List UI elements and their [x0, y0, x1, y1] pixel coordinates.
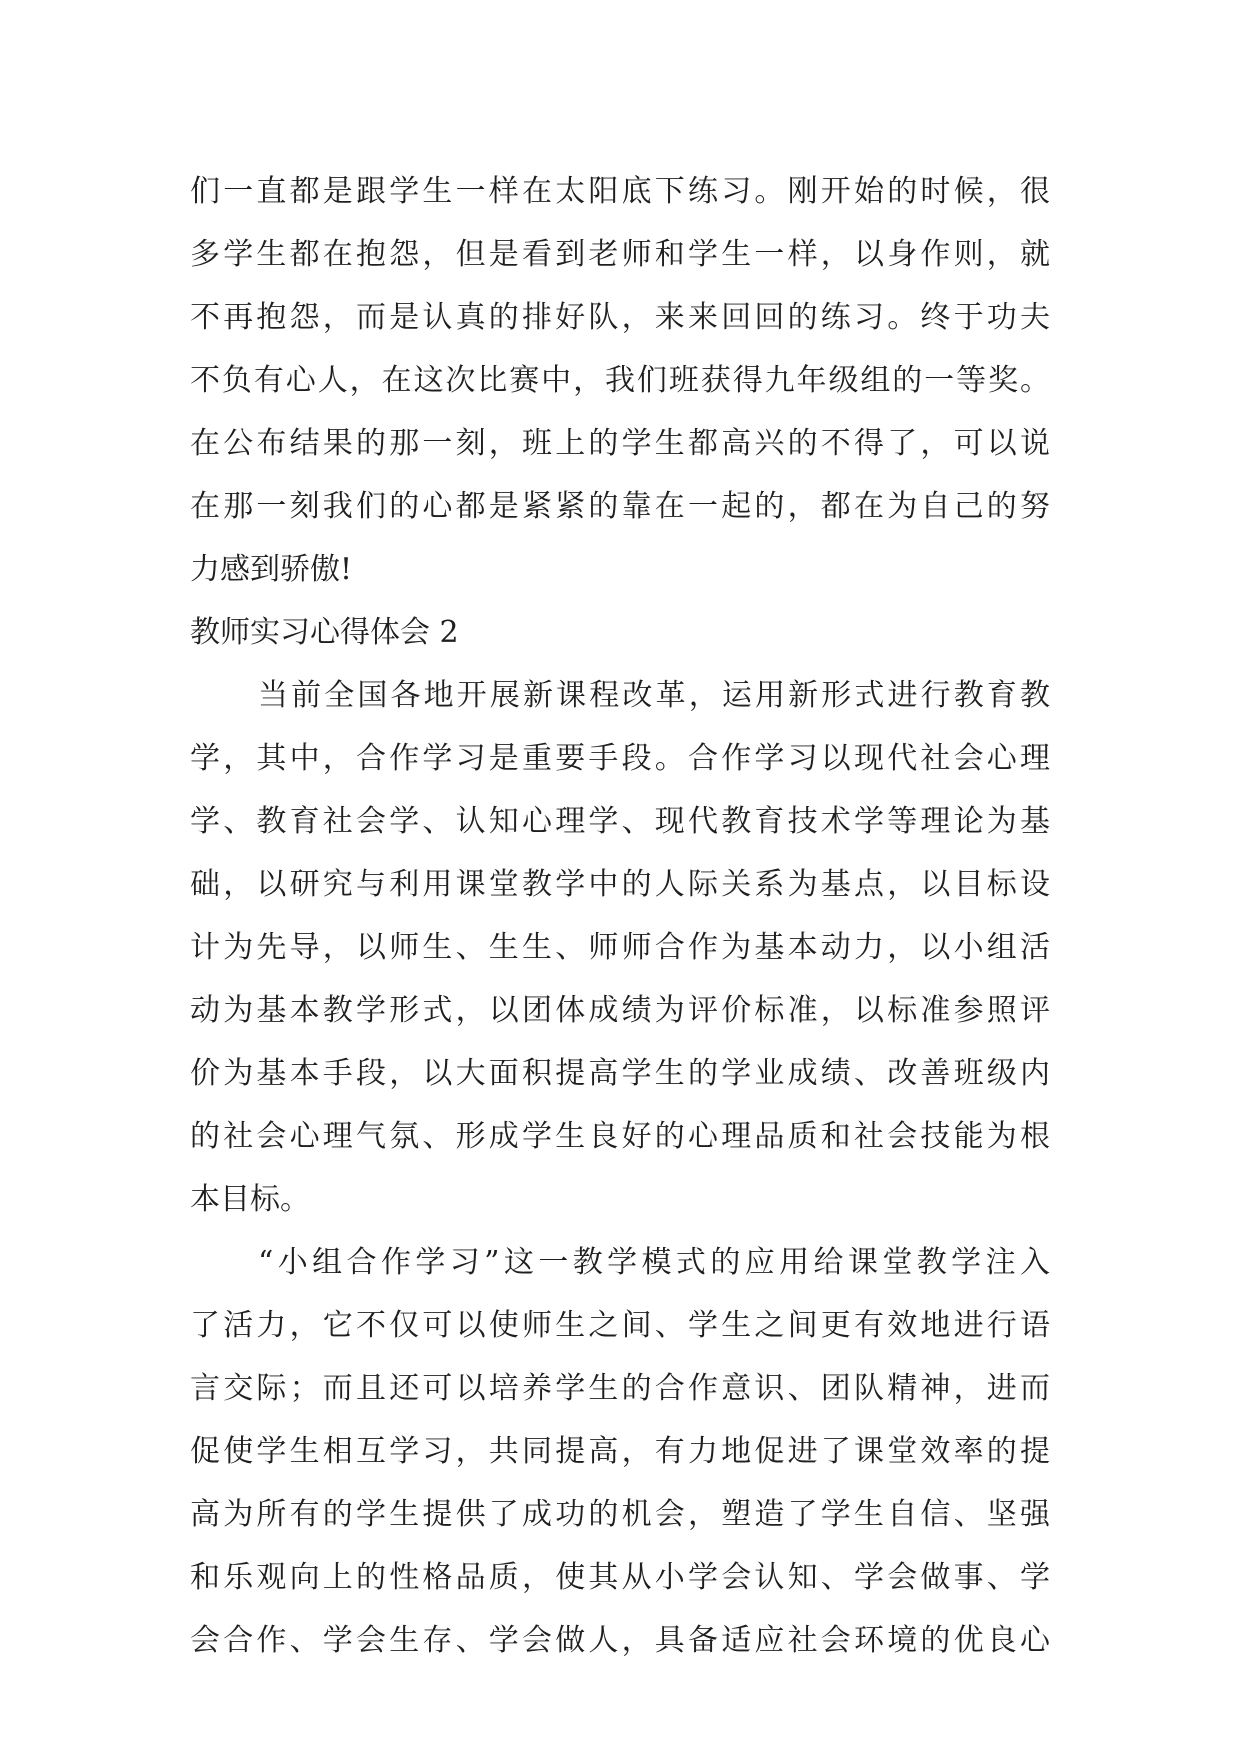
text-line: 不负有心人，在这次比赛中，我们班获得九年级组的一等奖。: [190, 363, 1050, 398]
text-line: 础，以研究与利用课堂教学中的人际关系为基点，以目标设: [190, 867, 1050, 902]
paragraph-1: [190, 160, 1050, 601]
text-line: 本目标。: [190, 1182, 310, 1217]
section-heading: 教师实习心得体会 2: [190, 615, 459, 650]
text-line: 多学生都在抱怨，但是看到老师和学生一样，以身作则，就: [190, 237, 1050, 272]
paragraph-2: [190, 664, 1050, 1231]
text-line: 力感到骄傲!: [190, 552, 353, 587]
text-line: 促使学生相互学习，共同提高，有力地促进了课堂效率的提: [190, 1434, 1050, 1469]
text-line: 计为先导，以师生、生生、师师合作为基本动力，以小组活: [190, 930, 1050, 965]
text-line: 学，其中，合作学习是重要手段。合作学习以现代社会心理: [190, 741, 1050, 776]
text-line: 的社会心理气氛、形成学生良好的心理品质和社会技能为根: [190, 1119, 1050, 1154]
document-body: [190, 160, 1050, 1672]
text-line: 价为基本手段，以大面积提高学生的学业成绩、改善班级内: [190, 1056, 1050, 1091]
text-line: “小组合作学习”这一教学模式的应用给课堂教学注入: [258, 1245, 1050, 1280]
text-line: 当前全国各地开展新课程改革，运用新形式进行教育教: [258, 678, 1050, 713]
text-line: 会合作、学会生存、学会做人，具备适应社会环境的优良心: [190, 1623, 1050, 1658]
text-line: 不再抱怨，而是认真的排好队，来来回回的练习。终于功夫: [190, 300, 1050, 335]
text-line: 和乐观向上的性格品质，使其从小学会认知、学会做事、学: [190, 1560, 1050, 1595]
text-line: 了活力，它不仅可以使师生之间、学生之间更有效地进行语: [190, 1308, 1050, 1343]
text-line: 学、教育社会学、认知心理学、现代教育技术学等理论为基: [190, 804, 1050, 839]
text-line: 言交际；而且还可以培养学生的合作意识、团队精神，进而: [190, 1371, 1050, 1406]
paragraph-3: [190, 1231, 1050, 1672]
text-line: 们一直都是跟学生一样在太阳底下练习。刚开始的时候，很: [190, 174, 1050, 209]
text-line: 高为所有的学生提供了成功的机会，塑造了学生自信、坚强: [190, 1497, 1050, 1532]
text-line: 动为基本教学形式，以团体成绩为评价标准，以标准参照评: [190, 993, 1050, 1028]
text-line: 在那一刻我们的心都是紧紧的靠在一起的，都在为自己的努: [190, 489, 1050, 524]
text-line: 在公布结果的那一刻，班上的学生都高兴的不得了，可以说: [190, 426, 1050, 461]
